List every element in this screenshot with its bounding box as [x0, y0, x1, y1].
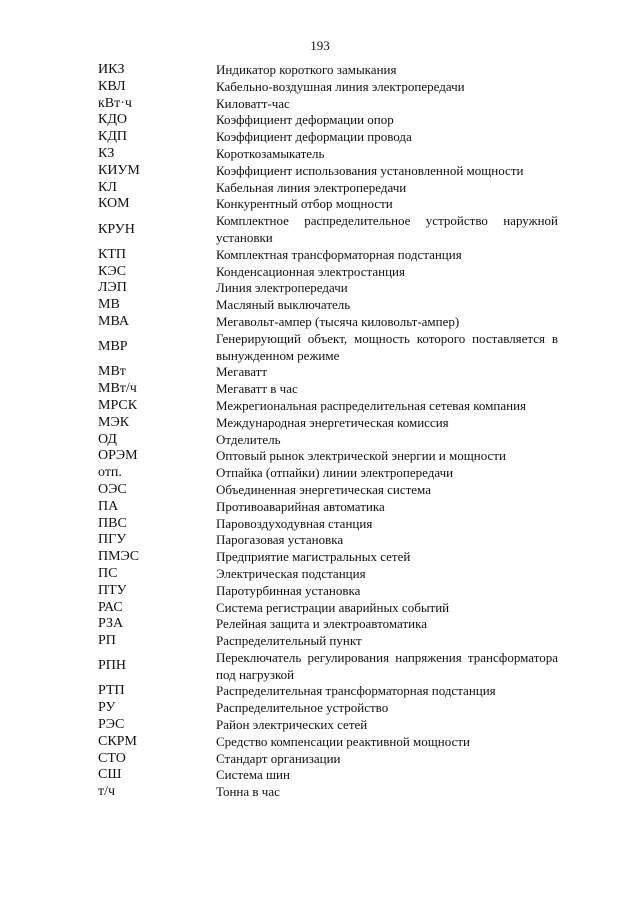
abbreviation-definition: Коэффициент деформации опор: [216, 112, 394, 128]
abbreviation-definition: Тонна в час: [216, 784, 280, 800]
abbreviation-term: МВ: [98, 297, 120, 313]
abbreviation-term: КДО: [98, 112, 127, 128]
abbreviation-definition: Комплектная трансформаторная подстанция: [216, 246, 462, 262]
list-item: [98, 280, 558, 297]
abbreviation-definition: Генерирующий объект, мощность которого поставляется в вынужденном режиме: [216, 330, 558, 363]
page-number: 193: [310, 38, 330, 53]
abbreviation-term: КЗ: [98, 145, 115, 161]
list-item: [98, 566, 558, 583]
abbreviation-term: КРУН: [98, 221, 135, 237]
list-item: [98, 129, 558, 146]
list-item: [98, 683, 558, 700]
list-item: [98, 751, 558, 768]
list-item: [98, 264, 558, 281]
abbreviation-definition: Коэффициент использования установленной мощности: [216, 162, 524, 178]
abbreviation-definition: Киловатт-час: [216, 95, 290, 111]
abbreviation-definition: Распределительная трансформаторная подстанция: [216, 683, 496, 699]
list-item: [98, 432, 558, 449]
list-item: [98, 700, 558, 717]
abbreviation-term: ОЭС: [98, 481, 127, 497]
list-item: [98, 616, 558, 633]
list-item: [98, 448, 558, 465]
abbreviation-term: МРСК: [98, 397, 138, 413]
abbreviation-definition: Кабельная линия электропередачи: [216, 179, 407, 195]
abbreviation-term: РПН: [98, 658, 127, 674]
abbreviation-definition: Распределительный пункт: [216, 633, 362, 649]
abbreviation-definition: Средство компенсации реактивной мощности: [216, 733, 470, 749]
abbreviation-term: СТО: [98, 750, 126, 766]
list-item: [98, 549, 558, 566]
abbreviation-list: [98, 62, 558, 801]
abbreviation-term: КИУМ: [98, 162, 140, 178]
list-item: [98, 499, 558, 516]
abbreviation-term: МЭК: [98, 414, 130, 430]
abbreviation-definition: Индикатор короткого замыкания: [216, 62, 397, 77]
list-item: [98, 784, 558, 801]
abbreviation-term: КТП: [98, 246, 126, 262]
list-item: [98, 767, 558, 784]
abbreviation-definition: Мегаватт: [216, 364, 268, 380]
abbreviation-term: РАС: [98, 599, 123, 615]
abbreviation-definition: Комплектное распределительное устройство наружной установки: [216, 213, 558, 245]
abbreviation-term: РЗА: [98, 616, 124, 632]
list-item: [98, 79, 558, 96]
list-item: [98, 398, 558, 415]
list-item: [98, 112, 558, 129]
abbreviation-definition: Переключатель регулирования напряжения трансформатора под нагрузкой: [216, 649, 558, 682]
list-item: [98, 516, 558, 533]
abbreviation-definition: Система регистрации аварийных событий: [216, 599, 450, 615]
abbreviation-definition: Парогазовая установка: [216, 532, 344, 548]
abbreviation-term: РЭС: [98, 717, 125, 733]
abbreviation-term: ОРЭМ: [98, 448, 138, 464]
abbreviation-definition: Международная энергетическая комиссия: [216, 414, 449, 430]
list-item: [98, 364, 558, 381]
abbreviation-definition: Линия электропередачи: [216, 280, 348, 296]
list-item: [98, 196, 558, 213]
abbreviation-term: ПВС: [98, 515, 127, 531]
abbreviation-definition: Район электрических сетей: [216, 717, 368, 733]
abbreviation-definition: Мегаватт в час: [216, 381, 298, 397]
abbreviation-term: ПМЭС: [98, 549, 140, 565]
abbreviation-term: МВт: [98, 364, 126, 380]
abbreviation-definition: Объединенная энергетическая система: [216, 481, 431, 497]
abbreviation-term: ПГУ: [98, 532, 127, 548]
abbreviation-definition: Паротурбинная установка: [216, 582, 361, 598]
abbreviation-term: РУ: [98, 700, 116, 716]
abbreviation-definition: Коэффициент деформации провода: [216, 129, 412, 145]
list-item: [98, 146, 558, 163]
list-item: [98, 600, 558, 617]
abbreviation-term: РП: [98, 633, 116, 649]
abbreviation-term: ПС: [98, 565, 118, 581]
abbreviation-term: КВЛ: [98, 78, 126, 94]
abbreviation-term: ПТУ: [98, 582, 127, 598]
abbreviation-term: ПА: [98, 498, 119, 514]
list-item: [98, 482, 558, 499]
list-item: [98, 734, 558, 751]
abbreviation-term: КОМ: [98, 196, 130, 212]
abbreviation-definition: Конкурентный отбор мощности: [216, 196, 393, 212]
list-item: [98, 717, 558, 734]
abbreviation-definition: Противоаварийная автоматика: [216, 498, 385, 514]
abbreviation-term: кВт·ч: [98, 95, 132, 111]
abbreviation-definition: Электрическая подстанция: [216, 565, 366, 581]
list-item: [98, 381, 558, 398]
list-item: [98, 180, 558, 197]
abbreviation-term: т/ч: [98, 784, 116, 800]
list-item: [98, 314, 558, 331]
list-item: [98, 532, 558, 549]
list-item: [98, 62, 558, 79]
abbreviation-term: КЭС: [98, 263, 127, 279]
list-item: [98, 633, 558, 650]
abbreviation-definition: Релейная защита и электроавтоматика: [216, 616, 427, 632]
abbreviation-term: СКРМ: [98, 733, 137, 749]
list-item: [98, 331, 558, 365]
list-item: [98, 213, 558, 247]
list-item: [98, 465, 558, 482]
list-item: [98, 247, 558, 264]
list-item: [98, 583, 558, 600]
abbreviation-definition: Мегавольт-ампер (тысяча киловольт-ампер): [216, 313, 460, 329]
abbreviation-definition: Межрегиональная распределительная сетевая компания: [216, 397, 527, 413]
abbreviation-definition: Стандарт организации: [216, 750, 341, 766]
abbreviation-definition: Оптовый рынок электрической энергии и мощности: [216, 448, 506, 464]
abbreviation-term: ЛЭП: [98, 280, 127, 296]
list-item: [98, 415, 558, 432]
abbreviation-definition: Система шин: [216, 767, 290, 783]
abbreviation-term: СШ: [98, 767, 122, 783]
list-item: [98, 297, 558, 314]
abbreviation-definition: Кабельно-воздушная линия электропередачи: [216, 78, 465, 94]
abbreviation-definition: Предприятие магистральных сетей: [216, 549, 411, 565]
abbreviation-definition: Конденсационная электростанция: [216, 263, 405, 279]
abbreviation-term: МВР: [98, 339, 128, 355]
abbreviation-definition: Отделитель: [216, 431, 281, 447]
abbreviation-definition: Масляный выключатель: [216, 297, 351, 313]
list-item: [98, 96, 558, 113]
list-item: [98, 163, 558, 180]
abbreviation-definition: Паровоздуходувная станция: [216, 515, 373, 531]
abbreviation-term: отп.: [98, 465, 122, 481]
abbreviation-term: РТП: [98, 683, 125, 699]
abbreviation-definition: Короткозамыкатель: [216, 145, 325, 161]
abbreviation-term: ИКЗ: [98, 62, 125, 77]
abbreviation-term: МВА: [98, 313, 130, 329]
abbreviation-term: МВт/ч: [98, 381, 137, 397]
abbreviation-definition: Распределительное устройство: [216, 700, 389, 716]
abbreviation-term: КДП: [98, 129, 127, 145]
abbreviation-term: ОД: [98, 431, 117, 447]
abbreviation-definition: Отпайка (отпайки) линии электропередачи: [216, 465, 454, 481]
abbreviation-term: КЛ: [98, 179, 117, 195]
list-item: [98, 650, 558, 684]
